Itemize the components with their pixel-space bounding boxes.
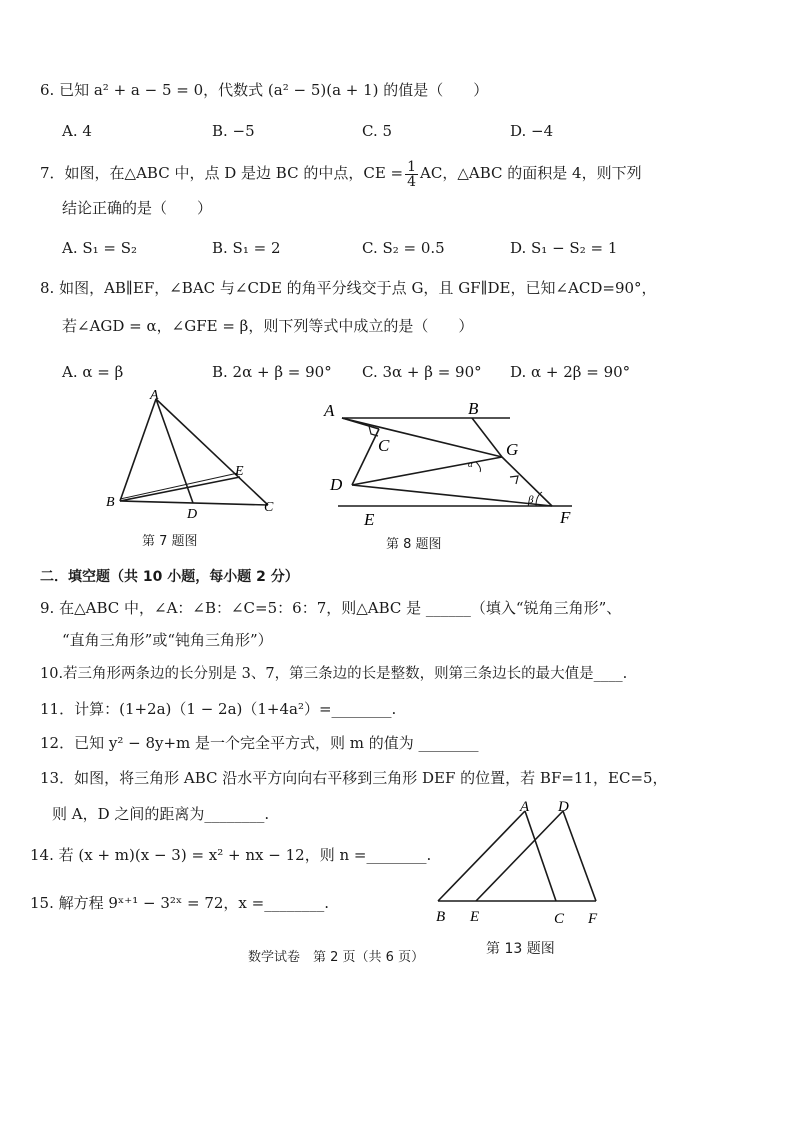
q7-frac-den: 4 <box>407 173 417 190</box>
fig7-caption: 第 7 题图 <box>142 534 198 549</box>
fig7-segment-be <box>120 477 240 501</box>
fig7-label-b: B <box>106 495 115 510</box>
q7-line1 <box>40 158 642 189</box>
fig13-label-a: A <box>520 799 530 815</box>
figure-7 <box>100 385 290 525</box>
fig8-label-g: G <box>506 440 519 459</box>
q14-text: 14. 若 (x + m)(x − 3) = x² + nx − 12，则 n =________. <box>30 846 432 864</box>
q15-text: 15. 解方程 9ˣ⁺¹ − 3²ˣ = 72，x =________. <box>30 894 329 912</box>
fig8-segment-ag <box>342 418 502 457</box>
q7-frac-num: 1 <box>407 158 417 175</box>
page-footer: 数学试卷 第 2 页（共 6 页） <box>248 950 425 965</box>
q6-option-b: B. −5 <box>212 122 255 140</box>
fig8-segment-df <box>352 485 552 506</box>
fig8-segment-cd <box>352 429 379 485</box>
q6-option-d: D. −4 <box>510 122 554 140</box>
q7-fraction <box>405 160 418 189</box>
fig13-edge-df <box>563 811 596 901</box>
q7-option-b: B. S₁ = 2 <box>212 239 281 257</box>
q6-option-c: C. 5 <box>362 122 393 140</box>
fig7-label-c: C <box>264 500 274 515</box>
fig13-label-c: C <box>554 911 565 927</box>
q9-line1: 9. 在△ABC 中，∠A：∠B：∠C=5：6：7，则△ABC 是 ______（填入“锐角三角形”、 <box>40 599 622 617</box>
fig8-label-beta: β <box>528 494 534 506</box>
fig7-segment-be-shade <box>120 473 238 499</box>
q7-option-a: A. S₁ = S₂ <box>62 239 138 257</box>
fig13-edge-ba <box>438 811 525 901</box>
fig8-segment-dg <box>352 457 502 485</box>
section-2-heading: 二．填空题（共 10 小题，每小题 2 分） <box>40 569 299 585</box>
q13-line1: 13．如图，将三角形 ABC 沿水平方向向右平移到三角形 DEF 的位置，若 BF=11，EC=5， <box>40 769 668 787</box>
figure-13 <box>430 795 610 930</box>
figure-8 <box>322 392 584 532</box>
q7-text-post: AC，△ABC 的面积是 4，则下列 <box>420 164 642 182</box>
fig13-caption: 第 13 题图 <box>486 941 555 957</box>
q8-option-b: B. 2α + β = 90° <box>212 363 332 381</box>
q8-option-a: A. α = β <box>62 363 124 381</box>
fig8-label-a: A <box>324 401 335 420</box>
fig7-edge-bc <box>120 501 268 505</box>
q8-option-c: C. 3α + β = 90° <box>362 363 482 381</box>
fig8-label-b: B <box>468 399 479 418</box>
q11-text: 11．计算：(1+2a)（1 − 2a)（1+4a²）=________. <box>40 700 397 718</box>
fig7-edge-ab <box>120 399 156 501</box>
q8-option-d: D. α + 2β = 90° <box>510 363 631 381</box>
fig7-label-e: E <box>235 464 244 479</box>
fig8-arrow-mark <box>510 476 518 484</box>
q8-line2: 若∠AGD = α，∠GFE = β，则下列等式中成立的是（ ） <box>62 317 474 335</box>
fig8-label-d: D <box>330 475 343 494</box>
fig13-label-b: B <box>436 909 446 925</box>
fig13-label-f: F <box>588 911 598 927</box>
q6-option-a: A. 4 <box>62 122 92 140</box>
q9-line2: “直角三角形”或“钝角三角形”） <box>62 631 273 649</box>
fig8-label-e: E <box>364 510 375 529</box>
q8-line1: 8. 如图，AB∥EF，∠BAC 与∠CDE 的角平分线交于点 G，且 GF∥DE，已知∠ACD=90°， <box>40 279 657 297</box>
fig13-label-d: D <box>558 799 569 815</box>
q7-text-pre: 7．如图，在△ABC 中，点 D 是边 BC 的中点，CE = <box>40 164 404 182</box>
fig13-edge-ed <box>476 811 563 901</box>
fig8-label-c: C <box>378 436 390 455</box>
fig8-caption: 第 8 题图 <box>386 537 442 552</box>
q7-line2: 结论正确的是（ ） <box>62 199 213 217</box>
q7-option-c: C. S₂ = 0.5 <box>362 239 445 257</box>
fig7-label-d: D <box>187 507 198 522</box>
fig8-alpha-arc <box>476 462 481 472</box>
q10-text: 10.若三角形两条边的长分别是 3、7，第三条边的长是整数，则第三条边长的最大值是____. <box>40 666 628 682</box>
q13-line2: 则 A，D 之间的距离为________. <box>52 805 270 823</box>
fig8-label-alpha: α <box>468 459 473 469</box>
fig13-edge-ac <box>525 811 556 901</box>
q7-option-d: D. S₁ − S₂ = 1 <box>510 239 618 257</box>
fig13-label-e: E <box>470 909 480 925</box>
fig7-edge-ac <box>156 399 268 505</box>
fig8-label-f: F <box>560 508 571 527</box>
fig8-segment-gf <box>502 457 552 506</box>
q12-text: 12．已知 y² − 8y+m 是一个完全平方式，则 m 的值为 ________ <box>40 734 479 752</box>
q6-text: 6. 已知 a² + a − 5 = 0，代数式 (a² − 5)(a + 1) 的值是（ ） <box>40 81 489 99</box>
fig7-label-a: A <box>150 388 159 403</box>
